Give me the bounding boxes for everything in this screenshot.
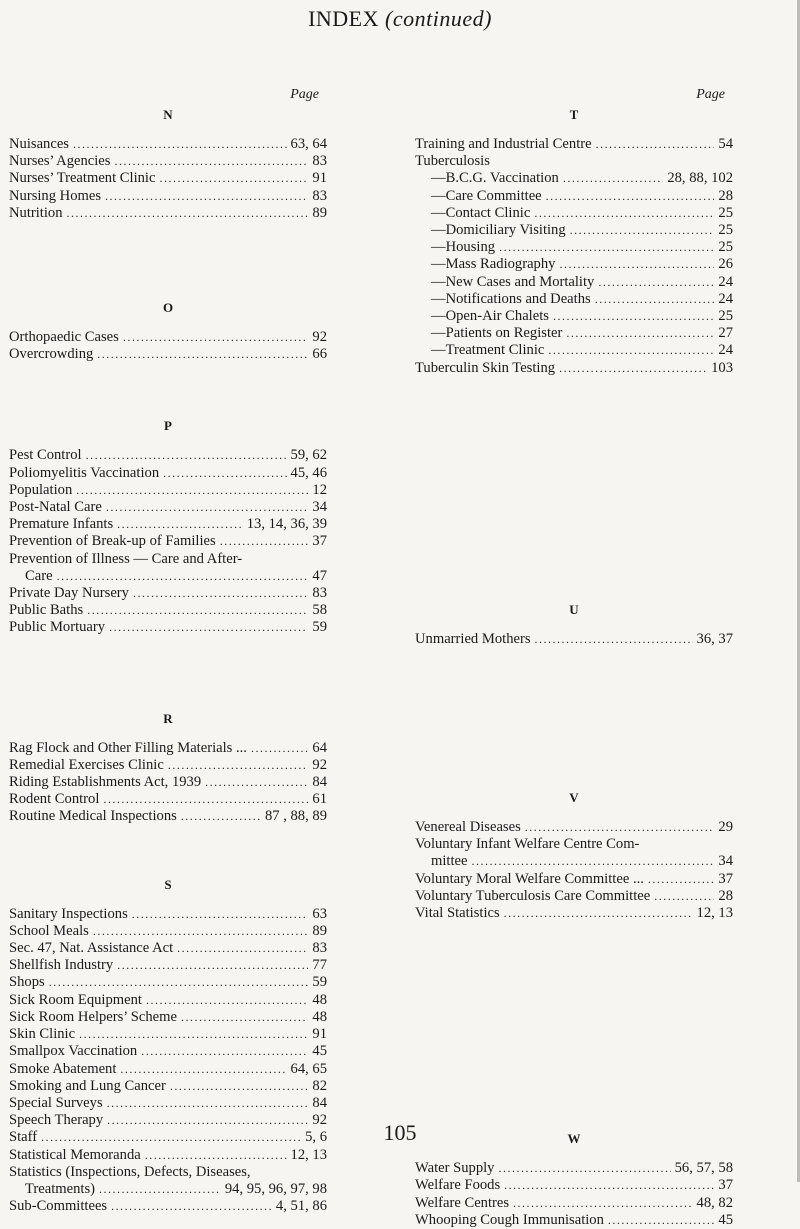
entry-pages: 77 <box>312 957 327 974</box>
entry-title: Prevention of Illness — Care and After- <box>9 550 243 567</box>
entry-title: —Contact Clinic <box>431 204 531 221</box>
entry-title: Smoking and Lung Cancer <box>9 1077 166 1094</box>
entry-pages: 5, 6 <box>305 1129 327 1146</box>
index-entry <box>9 974 327 991</box>
dot-leader <box>559 256 714 273</box>
entry-title: Special Surveys <box>9 1094 103 1111</box>
entry-title: Nursing Homes <box>9 187 102 204</box>
entry-title: Training and Industrial Centre <box>415 136 592 152</box>
dot-leader <box>595 291 715 308</box>
dot-leader <box>123 329 309 346</box>
index-entry <box>415 819 733 836</box>
section-p <box>9 417 327 636</box>
index-entry <box>9 205 327 222</box>
entry-title: Remedial Exercises Clinic <box>9 756 164 773</box>
index-entry <box>415 888 733 905</box>
entry-title: —B.C.G. Vaccination <box>431 170 559 187</box>
entry-title: Welfare Foods <box>415 1177 501 1194</box>
index-entry <box>9 346 327 363</box>
dot-leader <box>205 774 308 791</box>
index-entry <box>415 853 733 870</box>
entry-pages: 34 <box>312 499 327 516</box>
dot-leader <box>220 533 309 550</box>
entry-pages: 84 <box>312 1094 327 1111</box>
entry-title: Post-Natal Care <box>9 499 102 516</box>
entry-title: Shellfish Industry <box>9 957 114 974</box>
entry-title: Public Baths <box>9 602 84 619</box>
entry-pages: 28 <box>718 187 733 204</box>
entry-pages: 45 <box>718 1211 733 1228</box>
dot-leader <box>251 740 308 757</box>
entry-title: Private Day Nursery <box>9 585 129 602</box>
index-entry <box>415 239 733 256</box>
entry-pages: 91 <box>312 170 327 187</box>
entry-title: Unmarried Mothers <box>415 630 531 647</box>
entry-pages: 28 <box>718 887 733 904</box>
section-letter: R <box>163 710 173 726</box>
entry-pages: 24 <box>718 342 733 359</box>
entry-pages: 56, 57, 58 <box>674 1160 733 1177</box>
index-entry <box>9 808 327 825</box>
dot-leader <box>73 136 287 153</box>
dot-leader <box>535 631 693 648</box>
section-letter: O <box>162 300 174 316</box>
index-entry <box>415 1177 733 1194</box>
dot-leader <box>117 516 243 533</box>
entry-pages: 82 <box>312 1077 327 1094</box>
index-title: INDEX <box>308 6 380 31</box>
dot-leader <box>598 274 714 291</box>
entry-title: Prevention of Break-up of Families <box>9 533 216 550</box>
entry-title: Treatments) <box>25 1180 95 1197</box>
entry-title: —Treatment Clinic <box>431 342 545 359</box>
index-entry <box>9 1061 327 1078</box>
entry-title: Poliomyelitis Vaccination <box>9 464 160 481</box>
index-entry <box>9 516 327 533</box>
entry-title: —Open-Air Chalets <box>431 308 549 325</box>
section-letter: S <box>164 876 172 892</box>
entry-pages: 89 <box>312 204 327 221</box>
page-number: 105 <box>383 1120 417 1145</box>
entry-pages: 12 <box>312 481 327 498</box>
dot-leader <box>608 1212 715 1229</box>
dot-leader <box>570 222 715 239</box>
entry-title: Rag Flock and Other Filling Materials ... <box>9 739 247 756</box>
entry-pages: 59 <box>312 974 327 991</box>
entry-title: Care <box>25 567 53 584</box>
entry-pages: 87 , 88, 89 <box>264 808 327 825</box>
entry-title: Sec. 47, Nat. Assistance Act <box>9 940 174 957</box>
index-entry <box>9 329 327 346</box>
index-entry <box>9 757 327 774</box>
index-entry <box>415 222 733 239</box>
entry-pages: 59 <box>312 619 327 636</box>
index-entry <box>415 188 733 205</box>
dot-leader <box>49 974 309 991</box>
entry-pages: 25 <box>718 308 733 325</box>
entry-pages: 83 <box>312 940 327 957</box>
index-entry <box>9 499 327 516</box>
section-letter: P <box>164 418 172 434</box>
entry-pages: 37 <box>718 870 733 887</box>
dot-leader <box>93 923 309 940</box>
entry-pages: 63 <box>312 905 327 922</box>
dot-leader <box>181 1009 308 1026</box>
entry-title: Tuberculin Skin Testing <box>415 359 556 376</box>
dot-leader <box>114 153 308 170</box>
entry-title: —New Cases and Mortality <box>431 273 595 290</box>
section-letter: W <box>567 1131 581 1147</box>
index-entry <box>9 1009 327 1026</box>
entry-pages: 58 <box>312 602 327 619</box>
entry-pages: 28, 88, 102 <box>667 170 733 187</box>
index-entry <box>415 136 733 153</box>
entry-title: Nutrition <box>9 204 63 221</box>
entry-pages: 27 <box>718 325 733 342</box>
entry-title: Rodent Control <box>9 791 100 808</box>
entry-title: Routine Medical Inspections <box>9 808 177 825</box>
entry-pages: 91 <box>312 1026 327 1043</box>
entry-pages: 48 <box>312 1008 327 1025</box>
entry-title: Tuberculosis <box>415 153 490 170</box>
section-o <box>9 299 327 363</box>
entry-pages: 4, 51, 86 <box>275 1198 327 1215</box>
entry-pages: 94, 95, 96, 97, 98 <box>224 1180 327 1197</box>
page-column-header: Page <box>696 87 725 102</box>
page-title <box>0 6 800 32</box>
dot-leader <box>534 205 714 222</box>
section-t <box>415 106 733 377</box>
index-entry <box>9 585 327 602</box>
index-entry <box>415 291 733 308</box>
dot-leader <box>499 239 714 256</box>
entry-title: Venereal Diseases <box>415 819 521 836</box>
index-entry <box>415 205 733 222</box>
dot-leader <box>170 1078 309 1095</box>
index-entry <box>9 482 327 499</box>
index-entry <box>9 1181 327 1198</box>
entry-pages: 37 <box>718 1177 733 1194</box>
index-entry <box>9 1147 327 1164</box>
index-entry <box>9 136 327 153</box>
index-entry <box>9 791 327 808</box>
index-entry <box>415 1160 733 1177</box>
section-letter: V <box>569 790 579 806</box>
entry-title: Smallpox Vaccination <box>9 1043 138 1060</box>
entry-title: Speech Therapy <box>9 1112 104 1129</box>
index-entry <box>9 533 327 550</box>
entry-title: mittee <box>431 853 468 870</box>
dot-leader <box>145 1147 287 1164</box>
entry-pages: 45, 46 <box>290 464 327 481</box>
dot-leader <box>76 482 308 499</box>
dot-leader <box>111 1198 272 1215</box>
entry-title: —Mass Radiography <box>431 256 556 273</box>
entry-pages: 61 <box>312 791 327 808</box>
index-entry <box>415 342 733 359</box>
entry-pages: 63, 64 <box>290 136 327 152</box>
index-entry <box>9 740 327 757</box>
dot-leader <box>79 1026 308 1043</box>
dot-leader <box>513 1195 692 1212</box>
entry-title: Sanitary Inspections <box>9 905 128 922</box>
section-r <box>9 710 327 826</box>
entry-title: Statistics (Inspections, Defects, Diseases, <box>9 1163 251 1180</box>
entry-title: Riding Establishments Act, 1939 <box>9 774 202 791</box>
entry-pages: 83 <box>312 187 327 204</box>
index-entry <box>415 256 733 273</box>
entry-pages: 34 <box>718 853 733 870</box>
entry-pages: 24 <box>718 290 733 307</box>
section-v <box>415 789 733 922</box>
index-entry <box>9 1078 327 1095</box>
dot-leader <box>57 568 309 585</box>
dot-leader <box>106 499 309 516</box>
entry-pages: 12, 13 <box>696 905 733 922</box>
dot-leader <box>566 325 714 342</box>
entry-pages: 25 <box>718 222 733 239</box>
index-entry <box>415 360 733 377</box>
index-continued: (continued) <box>385 6 492 31</box>
entry-title: Sick Room Equipment <box>9 991 142 1008</box>
entry-pages: 64 <box>312 739 327 756</box>
dot-leader <box>648 871 715 888</box>
index-entry <box>9 992 327 1009</box>
dot-leader <box>563 170 664 187</box>
entry-title: Pest Control <box>9 447 82 464</box>
entry-pages: 47 <box>312 567 327 584</box>
entry-title: Population <box>9 481 73 498</box>
entry-title: Nuisances <box>9 136 69 152</box>
entry-pages: 66 <box>312 346 327 363</box>
dot-leader <box>654 888 714 905</box>
entry-title: Shops <box>9 974 45 991</box>
page-column-header: Page <box>290 87 319 102</box>
index-entry <box>9 619 327 636</box>
entry-title: Welfare Centres <box>415 1194 510 1211</box>
index-entry <box>9 906 327 923</box>
index-entry <box>9 1095 327 1112</box>
dot-leader <box>504 1177 714 1194</box>
index-entry <box>415 631 733 648</box>
entry-title: Nurses’ Agencies <box>9 153 111 170</box>
entry-title: —Notifications and Deaths <box>431 290 591 307</box>
entry-pages: 89 <box>312 922 327 939</box>
dot-leader <box>107 1095 309 1112</box>
dot-leader <box>105 188 308 205</box>
entry-pages: 92 <box>312 329 327 346</box>
entry-pages: 92 <box>312 1112 327 1129</box>
dot-leader <box>97 346 308 363</box>
entry-title: Premature Infants <box>9 516 114 533</box>
dot-leader <box>159 170 308 187</box>
dot-leader <box>132 906 309 923</box>
entry-pages: 83 <box>312 153 327 170</box>
entry-title: —Housing <box>431 239 496 256</box>
entry-title: —Patients on Register <box>431 325 563 342</box>
index-entry <box>9 957 327 974</box>
entry-title: Skin Clinic <box>9 1026 76 1043</box>
dot-leader <box>133 585 308 602</box>
index-entry <box>9 465 327 482</box>
index-entry <box>9 774 327 791</box>
index-entry <box>9 940 327 957</box>
entry-title: Whooping Cough Immunisation <box>415 1211 604 1228</box>
section-letter: N <box>163 107 173 122</box>
dot-leader <box>120 1061 286 1078</box>
entry-title: —Care Committee <box>431 187 542 204</box>
dot-leader <box>177 940 308 957</box>
entry-title: Overcrowding <box>9 346 94 363</box>
entry-pages: 12, 13 <box>290 1146 327 1163</box>
dot-leader <box>141 1043 308 1060</box>
entry-pages: 48, 82 <box>696 1194 733 1211</box>
index-entry <box>9 1026 327 1043</box>
dot-leader <box>117 957 308 974</box>
dot-leader <box>109 619 308 636</box>
dot-leader <box>146 992 308 1009</box>
entry-title: Voluntary Moral Welfare Committee ... <box>415 870 644 887</box>
entry-pages: 48 <box>312 991 327 1008</box>
dot-leader <box>87 602 308 619</box>
section-s <box>9 876 327 1216</box>
index-entry <box>9 923 327 940</box>
entry-pages: 103 <box>711 359 733 376</box>
index-entry <box>9 1164 327 1181</box>
entry-pages: 37 <box>312 533 327 550</box>
index-entry <box>9 153 327 170</box>
entry-pages: 92 <box>312 756 327 773</box>
dot-leader <box>504 905 693 922</box>
index-entry <box>9 1043 327 1060</box>
entry-pages: 25 <box>718 239 733 256</box>
dot-leader <box>181 808 261 825</box>
entry-title: Voluntary Tuberculosis Care Committee <box>415 887 651 904</box>
index-entry <box>9 602 327 619</box>
index-entry <box>9 568 327 585</box>
index-entry <box>415 905 733 922</box>
dot-leader <box>103 791 308 808</box>
dot-leader <box>596 136 715 153</box>
index-entry <box>9 170 327 187</box>
dot-leader <box>67 205 309 222</box>
index-entry <box>9 551 327 568</box>
entry-pages: 13, 14, 36, 39 <box>246 516 327 533</box>
dot-leader <box>471 853 714 870</box>
entry-title: Staff <box>9 1129 38 1146</box>
index-entry <box>415 153 733 170</box>
entry-pages: 84 <box>312 774 327 791</box>
section-letter: T <box>569 107 579 122</box>
entry-title: Public Mortuary <box>9 619 106 636</box>
dot-leader <box>559 360 707 377</box>
entry-title: Orthopaedic Cases <box>9 329 119 346</box>
entry-pages: 25 <box>718 204 733 221</box>
dot-leader <box>498 1160 670 1177</box>
section-letter: U <box>569 601 579 617</box>
index-entry <box>9 447 327 464</box>
entry-title: Water Supply <box>415 1160 495 1177</box>
dot-leader <box>163 465 286 482</box>
entry-title: Sub-Committees <box>9 1198 108 1215</box>
entry-title: Voluntary Infant Welfare Centre Com- <box>415 836 640 853</box>
entry-title: Nurses’ Treatment Clinic <box>9 170 156 187</box>
entry-title: Vital Statistics <box>415 905 500 922</box>
entry-pages: 83 <box>312 585 327 602</box>
index-entry <box>415 836 733 853</box>
index-entry <box>415 274 733 291</box>
dot-leader <box>86 447 287 464</box>
index-entry <box>415 170 733 187</box>
entry-pages: 64, 65 <box>290 1060 327 1077</box>
dot-leader <box>168 757 309 774</box>
index-entry <box>9 1198 327 1215</box>
entry-pages: 54 <box>718 136 733 152</box>
left-column <box>9 84 327 1215</box>
dot-leader <box>525 819 715 836</box>
dot-leader <box>546 188 715 205</box>
entry-title: —Domiciliary Visiting <box>431 222 566 239</box>
entry-pages: 59, 62 <box>290 447 327 464</box>
entry-pages: 24 <box>718 273 733 290</box>
index-entry <box>415 1212 733 1229</box>
section-n <box>9 106 327 222</box>
dot-leader <box>548 342 714 359</box>
entry-title: Statistical Memoranda <box>9 1146 141 1163</box>
index-entry <box>415 308 733 325</box>
entry-pages: 36, 37 <box>696 630 733 647</box>
entry-title: School Meals <box>9 922 89 939</box>
entry-pages: 45 <box>312 1043 327 1060</box>
entry-pages: 26 <box>718 256 733 273</box>
index-entry <box>415 1195 733 1212</box>
section-u <box>415 601 733 648</box>
entry-title: Sick Room Helpers’ Scheme <box>9 1008 177 1025</box>
index-entry <box>9 188 327 205</box>
entry-title: Smoke Abatement <box>9 1060 117 1077</box>
dot-leader <box>99 1181 221 1198</box>
index-entry <box>415 871 733 888</box>
right-column <box>415 84 733 1229</box>
dot-leader <box>553 308 714 325</box>
index-entry <box>415 325 733 342</box>
entry-pages: 29 <box>718 819 733 836</box>
